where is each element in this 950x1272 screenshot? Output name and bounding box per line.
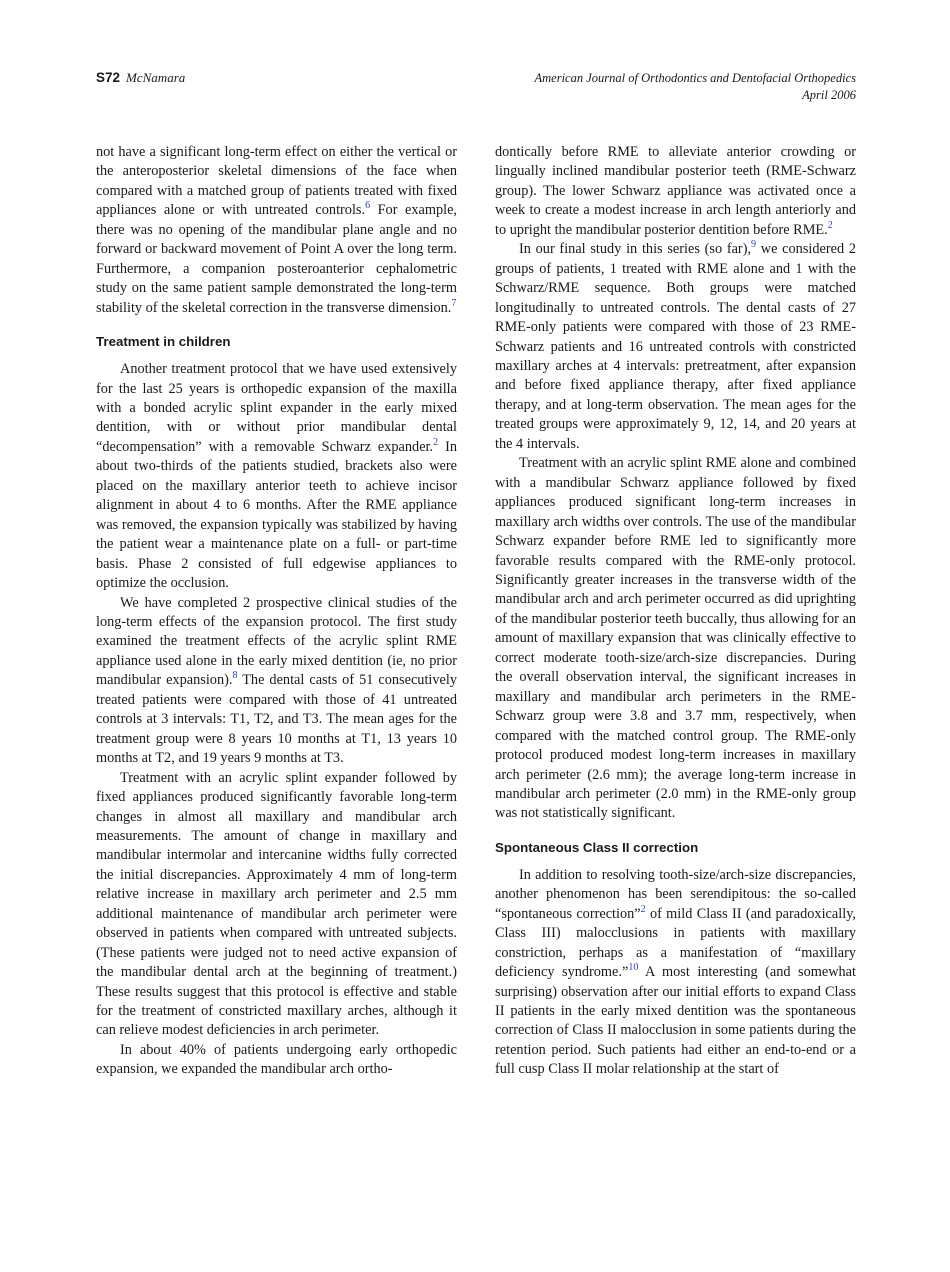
header-left [96, 70, 185, 86]
citation-link[interactable]: 9 [751, 239, 757, 251]
paragraph: We have completed 2 prospective clinical studies of the long-term effects of the expansion protocol. The first study examined the treatment effects of the acrylic splint RME appliance used alone in the early mixed dentition (ie, no prior mandibular expansion).$^8$ The dental casts of 51 consecutively treated patients were compared with those of 41 untreated controls at 3 intervals: T1, T2, and T3. The mean ages for the treatment group were 8 years 10 months at T1, 13 years 10 months at T2, and 19 years 9 months at T3. [96, 594, 457, 767]
running-author: McNamara [126, 70, 186, 85]
paragraph: In our final study in this series (so far),$^9$ we considered 2 groups of patients, 1 treated with RME alone and 1 with the Schwarz/RME sequence. Both groups were matched longitudinally to untreated controls. The dental casts of 27 RME-only patients were compared with those of 23 RME-Schwarz patients and 16 untreated controls with constricted maxillary arches at 4 intervals: pretreatment, after expansion and before fixed appliance therapy, after fixed appliance therapy, and at long-term observation. The mean ages for the treated groups were approximately 9, 12, 14, and 20 years at the 4 intervals. [495, 239, 856, 452]
journal-title: American Journal of Orthodontics and Dentofacial Orthopedics [534, 71, 856, 85]
section-heading: Treatment in children [96, 334, 231, 350]
paragraph: In addition to resolving tooth-size/arch-size discrepancies, another phenomenon has been serendipitous: the so-called “spontaneous correction”$^2$ of mild Class II (and paradoxically, Class III) malocclusions in patients with maxillary constriction, perhaps as a manifestation of “maxillary deficiency syndrome.”$^{10}$ A most interesting (and somewhat surprising) observation after our initial efforts to expand Class II patients in the early mixed dentition was the spontaneous correction of Class II malocclusion in some patients during the retention period. Such patients had either an end-to-end or a full cusp Class II molar relationship at the start of [495, 866, 856, 1078]
paragraph: Treatment with an acrylic splint expander followed by fixed appliances produced significantly favorable long-term changes in almost all maxillary and mandibular arch measurements. The amount of change in maxillary and mandibular intermolar and intercanine widths fully corrected the initial discrepancies. Approximately 4 mm of long-term relative increase in maxillary arch perimeter and 2.5 mm additional maintenance of mandibular arch perimeter were observed in patients when compared with untreated subjects. (These patients were judged not to need active expansion of the mandibular dental arch at the beginning of treatment.) These results suggest that this protocol is effective and stable for the treatment of constricted maxillary arches, although it can relieve modest deficiencies in arch perimeter. [96, 769, 457, 1039]
page-number: S72 [96, 70, 121, 85]
section-heading: Spontaneous Class II correction [495, 839, 699, 855]
citation-link[interactable]: 8 [232, 670, 238, 682]
citation-link[interactable]: 6 [365, 200, 371, 212]
paragraph: Another treatment protocol that we have used extensively for the last 25 years is orthopedic expansion of the maxilla with a bonded acrylic splint expander in the early mixed dentition, with or without prior mandibular dental “decompensation” with a removable Schwarz expander.$^2$ In about two-thirds of the patients studied, brackets also were placed on the maxillary anterior teeth to achieve incisor alignment in about 4 to 6 months. After the RME appliance was removed, the expansion typically was stabilized by having the patient wear a maintenance plate on a full- or part-time basis. Phase 2 consisted of full edgewise appliances to optimize the occlusion. [96, 361, 458, 592]
paragraph: not have a significant long-term effect on either the vertical or the anteroposterior skeletal dimensions of the face when compared with a matched group of patients treated with fixed appliances alone or with untreated controls.$^6$ For example, there was no opening of the mandibular plane angle and no forward or backward movement of Point A over the long term. Furthermore, a companion posteroanterior cephalometric study on the same patient sample demonstrated the long-term stability of the skeletal correction in the transverse dimension.$^7$ [96, 144, 457, 316]
citation-link[interactable]: 7 [451, 297, 457, 309]
left-column [96, 143, 457, 1080]
citation-link[interactable]: 10 [628, 962, 639, 974]
header-right [535, 70, 857, 104]
issue-date: April 2006 [802, 88, 856, 102]
right-column [495, 143, 856, 1080]
paragraph: In about 40% of patients undergoing early orthopedic expansion, we expanded the mandibular arch ortho- [96, 1041, 457, 1078]
paragraph: Treatment with an acrylic splint RME alone and combined with a mandibular Schwarz appliance followed by fixed appliances produced significant long-term increases in maxillary arch widths over controls. The use of the mandibular Schwarz expander before RME led to significantly more favorable results compared with the RME-only protocol. Significantly greater increases in the transverse width of the mandibular arch and arch perimeter occurred as did uprighting of the mandibular posterior teeth buccally, thus allowing for an amount of maxillary expansion that was clinically effective to correct moderate tooth-size/arch-size discrepancies. During the overall observation interval, the significant increases in maxillary and mandibular arch perimeters in the RME-Schwarz group were 3.8 and 3.7 mm, respectively, when compared with the matched control group. The RME-only protocol produced modest long-term increases in maxillary arch perimeter (2.6 mm); the average long-term increase in mandibular arch perimeter (2.0 mm) in the RME-only group was not statistically significant. [495, 455, 856, 822]
citation-link[interactable]: 2 [433, 437, 439, 449]
running-header [96, 70, 856, 110]
citation-link[interactable]: 2 [827, 220, 833, 232]
citation-link[interactable]: 2 [640, 904, 646, 915]
paragraph: dontically before RME to alleviate anterior crowding or lingually inclined mandibular posterior teeth (RME-Schwarz group). The lower Schwarz appliance was activated once a week to create a modest increase in arch length anteriorly and to upright the mandibular posterior dentition before RME.$^2$ [495, 144, 856, 238]
